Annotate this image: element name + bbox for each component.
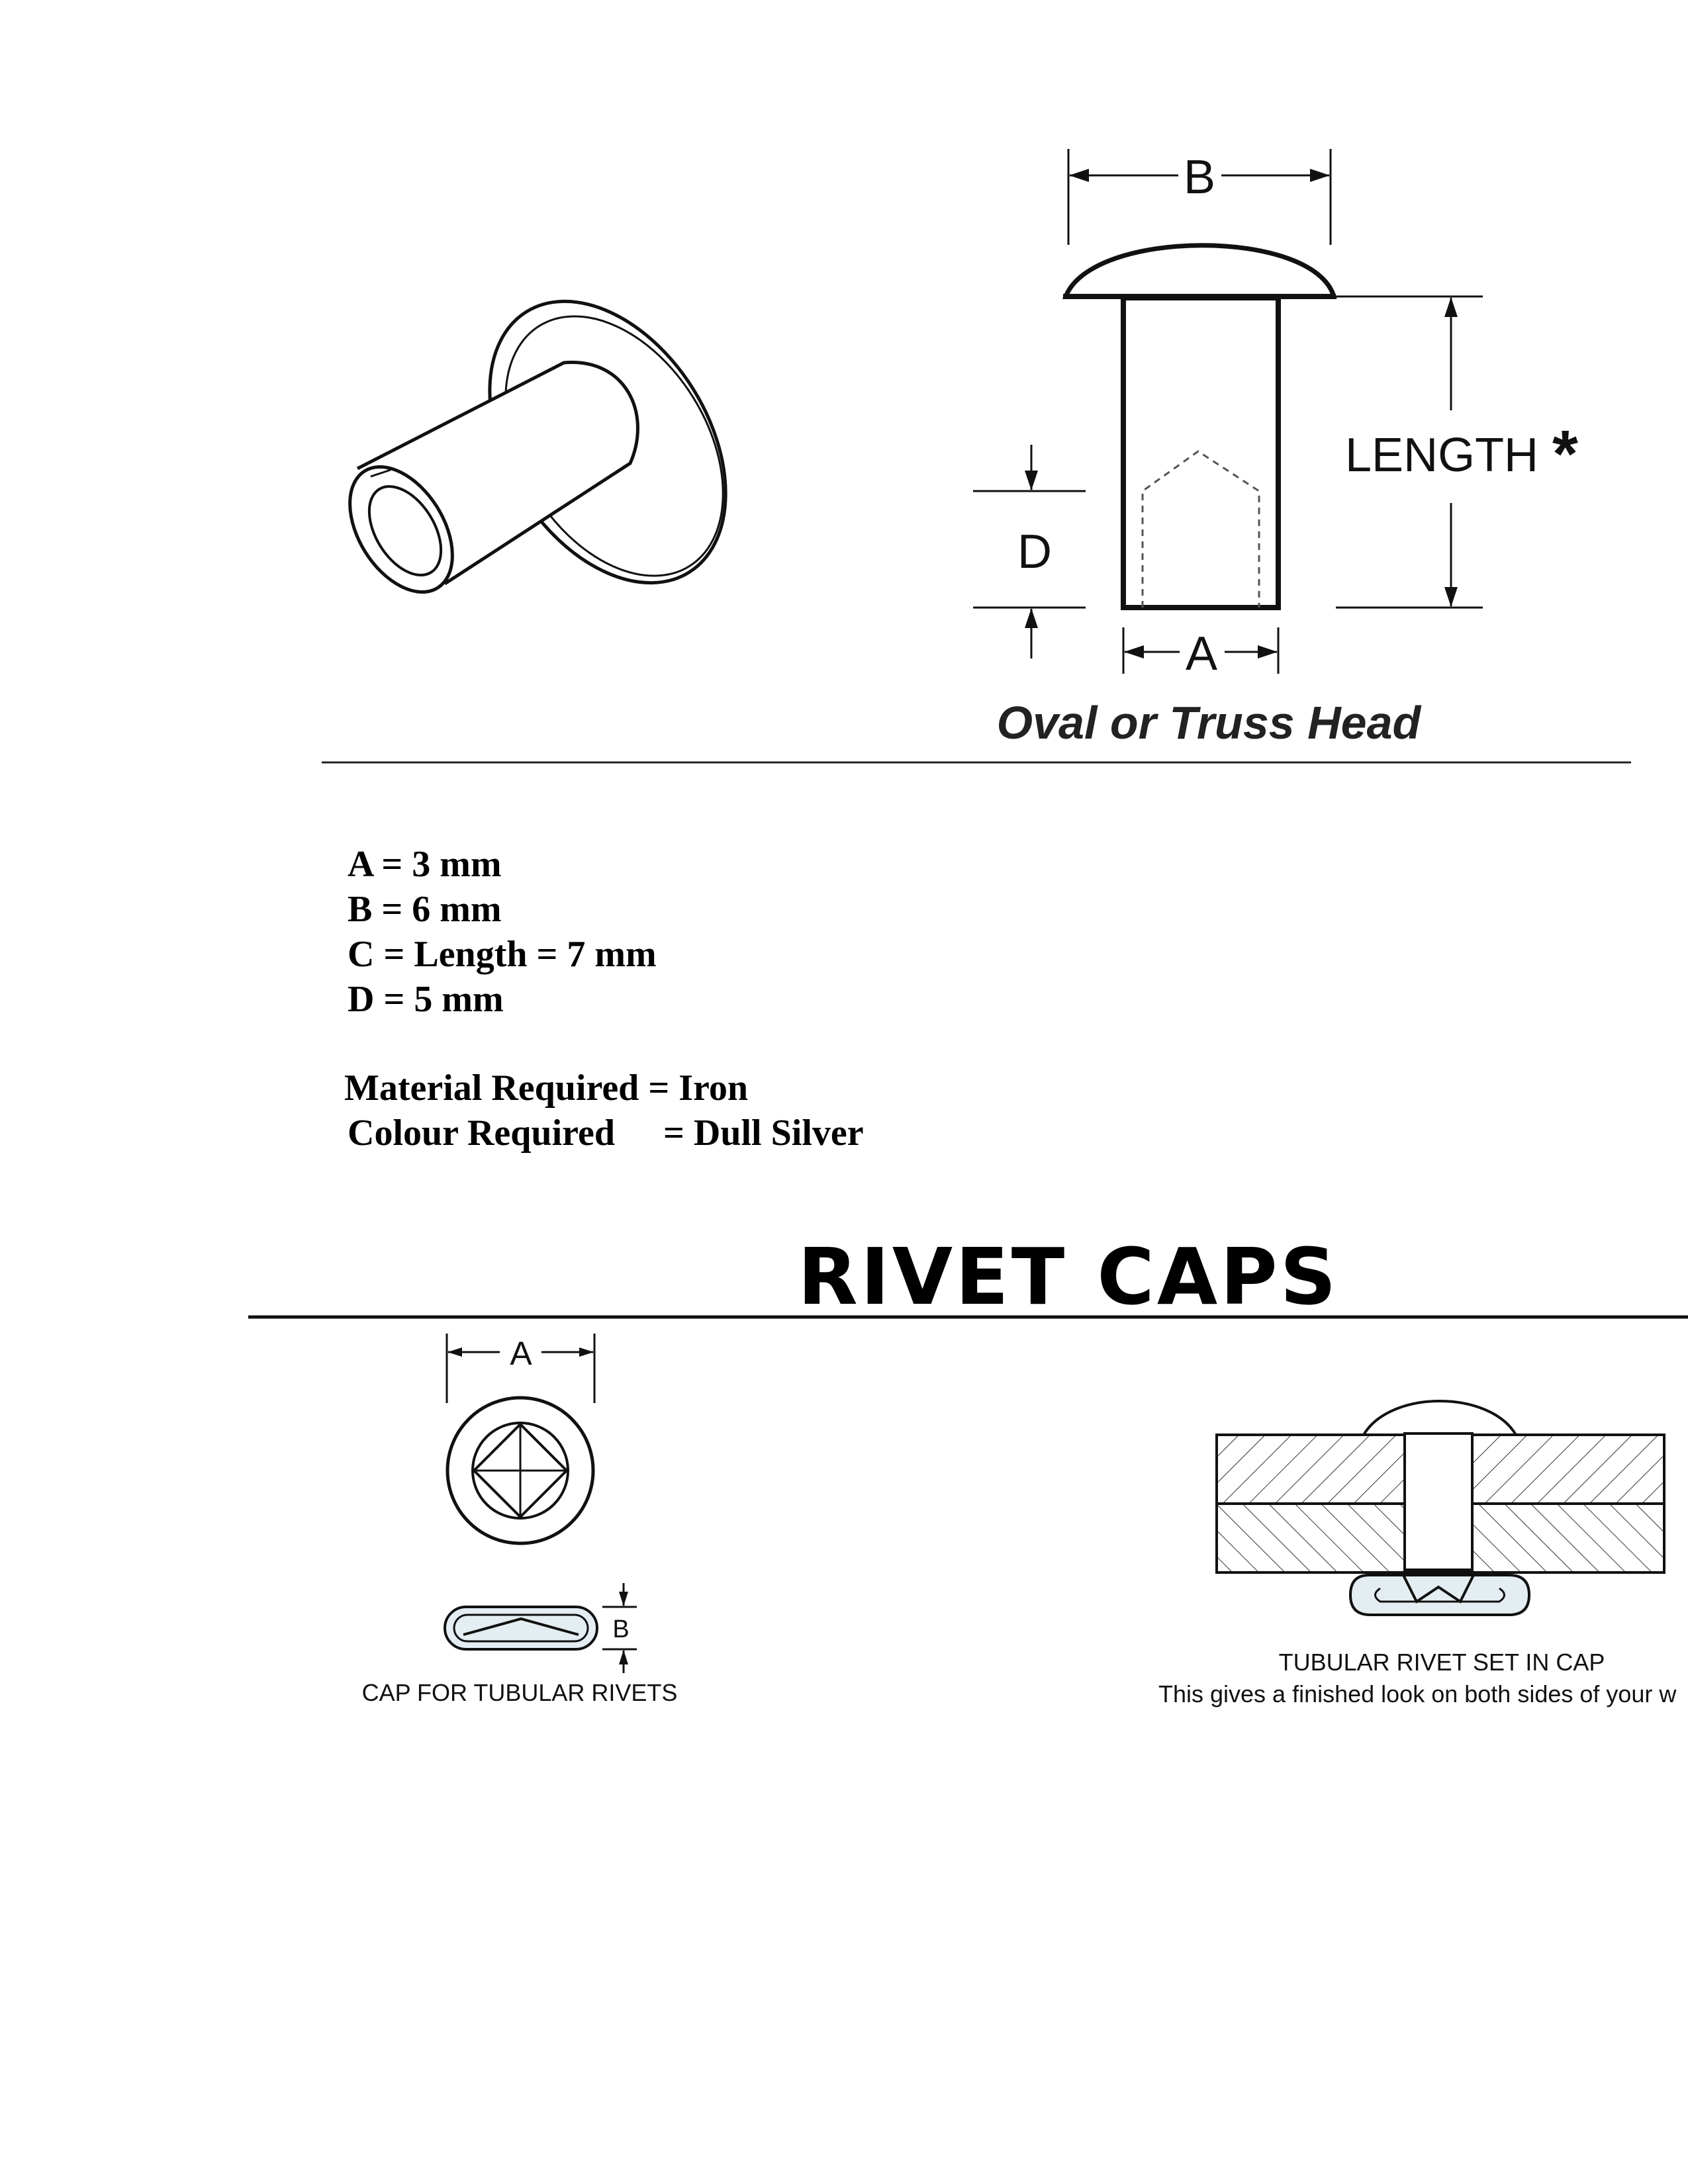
cap-top-view-icon bbox=[447, 1334, 594, 1543]
dimension-label-a: A bbox=[1185, 627, 1218, 680]
rivet-cross-section-icon bbox=[973, 149, 1578, 749]
spec-d: D = 5 mm bbox=[348, 979, 504, 1020]
rivet-set-in-cap-icon bbox=[1217, 1401, 1664, 1615]
dimension-label-b: B bbox=[1183, 151, 1216, 204]
dimension-label-length: LENGTH bbox=[1345, 429, 1539, 482]
spec-material: Material Required = Iron bbox=[344, 1068, 749, 1109]
spec-colour-label: Colour Required bbox=[348, 1113, 615, 1154]
cap-caption: CAP FOR TUBULAR RIVETS bbox=[361, 1679, 678, 1706]
spec-colour-value: = Dull Silver bbox=[663, 1113, 864, 1154]
rivet-3d-icon bbox=[329, 259, 774, 626]
cap-label-a: A bbox=[510, 1335, 532, 1372]
top-diagram bbox=[0, 0, 1688, 781]
section-heading: RIVET CAPS bbox=[798, 1231, 1339, 1322]
cap-label-b: B bbox=[612, 1615, 630, 1643]
set-caption: TUBULAR RIVET SET IN CAP bbox=[1278, 1649, 1605, 1676]
dimension-label-star: * bbox=[1552, 417, 1578, 491]
diagram-title: Oval or Truss Head bbox=[996, 697, 1421, 749]
spec-b: B = 6 mm bbox=[348, 889, 502, 930]
spec-c: C = Length = 7 mm bbox=[348, 934, 657, 975]
dimension-label-d: D bbox=[1017, 525, 1052, 578]
cap-side-view-icon bbox=[445, 1583, 637, 1673]
set-description: This gives a finished look on both sides of your w bbox=[1158, 1680, 1677, 1707]
spec-a: A = 3 mm bbox=[348, 844, 502, 885]
